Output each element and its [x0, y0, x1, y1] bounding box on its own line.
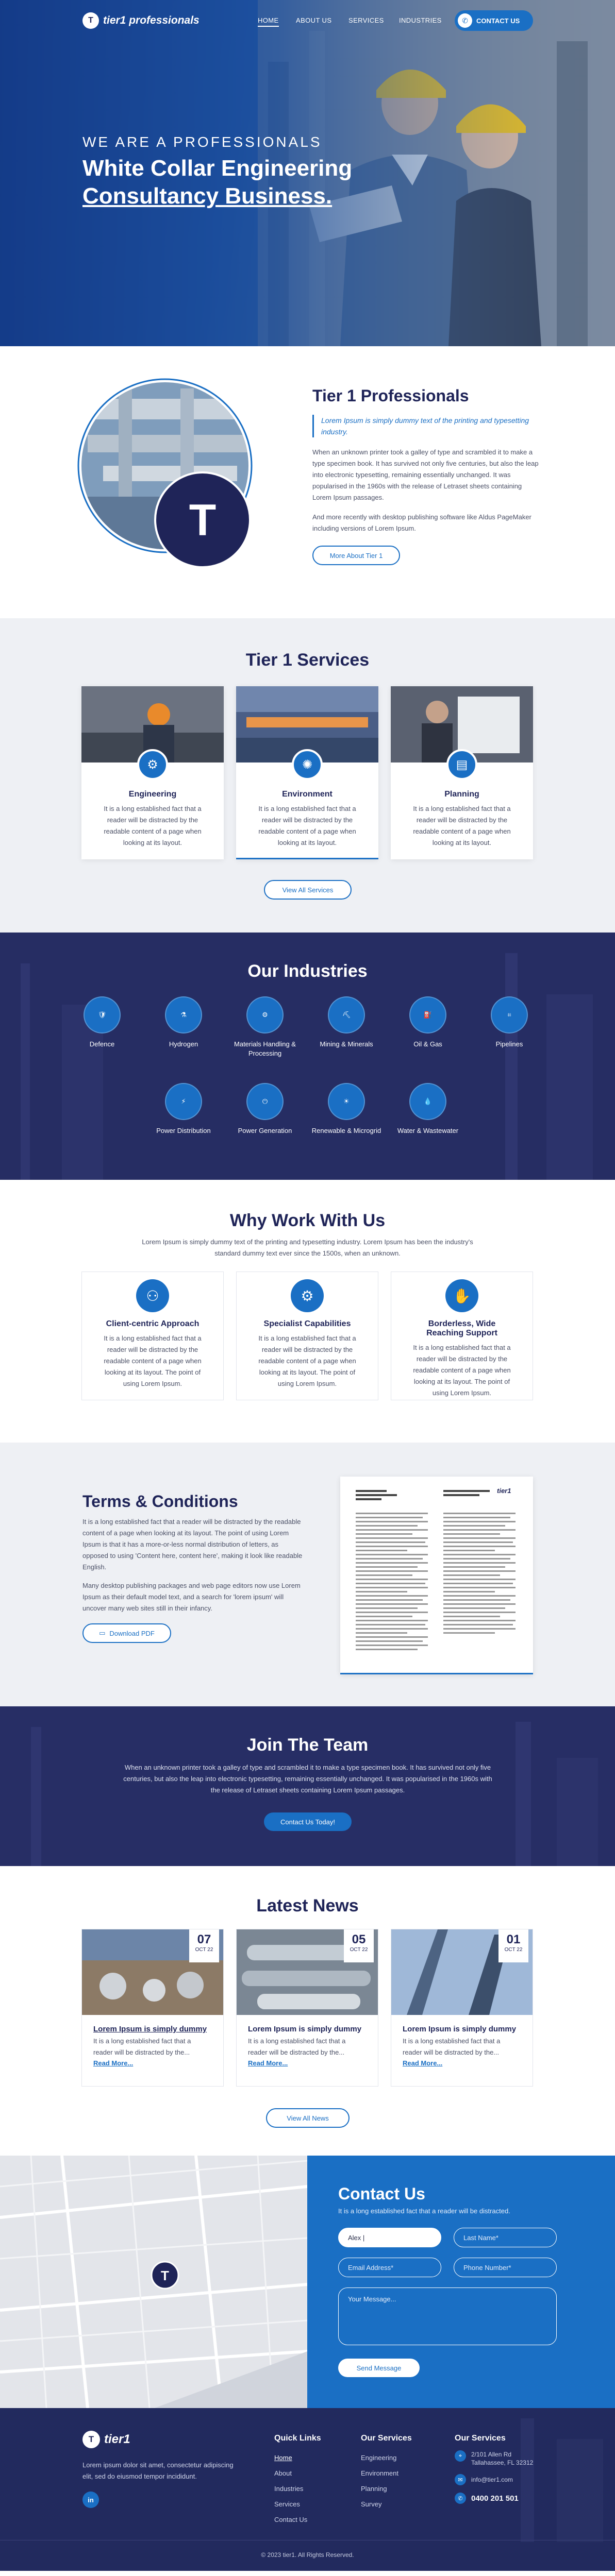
why-card-specialist: [236, 1272, 378, 1400]
industry-label: Hydrogen: [169, 1040, 198, 1048]
email-input[interactable]: Email Address*: [338, 2258, 441, 2277]
contact-us-label: CONTACT US: [476, 16, 520, 25]
quick-links-title: Quick Links: [274, 2434, 321, 2443]
news-card-text: It is a long established fact that a reader will be distracted by the...: [93, 2037, 191, 2056]
svg-text:T: T: [161, 2268, 169, 2283]
why-card-title: Borderless, Wide Reaching Support: [426, 1319, 497, 1337]
news-date: [344, 1929, 374, 1962]
nav-industries[interactable]: INDUSTRIES: [399, 16, 442, 24]
industry-water[interactable]: [387, 1083, 469, 1136]
cog-icon: ⚙: [291, 1279, 324, 1312]
industry-label: Mining & Minerals: [320, 1040, 373, 1048]
footer-logo-text: tier1: [104, 2432, 130, 2446]
footer-link-services[interactable]: Services: [274, 2500, 300, 2508]
email-icon: ✉: [455, 2474, 466, 2485]
footer-link-contact[interactable]: Contact Us: [274, 2516, 308, 2523]
industry-power-distribution[interactable]: [142, 1083, 225, 1136]
download-pdf-button[interactable]: [82, 1623, 171, 1643]
terms-section: [0, 1443, 615, 1706]
news-day: 07: [197, 1933, 211, 1946]
about-paragraph-2: And more recently with desktop publishing software like Aldus PageMaker including versions of Lorem Ipsum.: [312, 513, 531, 532]
hero-section: [0, 0, 615, 346]
industry-pipelines[interactable]: [468, 996, 551, 1049]
copyright: © 2023 tier1. All Rights Reserved.: [261, 2551, 354, 2558]
why-card-text: It is a long established fact that a reader will be distracted by the readable content of a page when looking at its layout. The point of using Lorem Ipsum.: [258, 1334, 356, 1387]
hero-title-line2: Consultancy Business.: [82, 183, 333, 209]
location-pin-icon: ⌖: [455, 2450, 466, 2462]
logo-mark-icon: T: [82, 12, 99, 29]
industry-power-generation[interactable]: [224, 1083, 306, 1136]
read-more-link[interactable]: Read More...: [248, 2059, 288, 2067]
linkedin-icon[interactable]: in: [82, 2492, 99, 2508]
industry-label: Power Generation: [238, 1127, 292, 1134]
clipboard-icon: ▤: [446, 749, 477, 780]
view-all-news-button[interactable]: View All News: [266, 2108, 350, 2128]
industry-label: Defence: [89, 1040, 115, 1048]
service-text: It is a long established fact that a reader will be distracted by the readable content of a page when looking at its layout.: [104, 805, 202, 846]
nav-services[interactable]: SERVICES: [348, 16, 384, 24]
about-paragraph-1: When an unknown printer took a galley of type and scrambled it to make a type specimen book. It has survived not only five centuries, but also the leap into electronic typesetting, remaining essentially unchanged. It was popularised in the 1960s with the release of Letraset sheets containing Lorem Ipsum passages.: [312, 448, 539, 501]
our-services-title: Our Services: [361, 2434, 412, 2443]
service-card-engineering[interactable]: [81, 686, 224, 859]
contact-form-panel: [307, 2156, 615, 2408]
contact-title: Contact Us: [338, 2184, 425, 2203]
power-tower-icon: ⚡: [165, 1083, 202, 1120]
power-plant-icon: ⏻: [246, 1083, 284, 1120]
about-quote: Lorem Ipsum is simply dummy text of the printing and typesetting industry.: [312, 415, 539, 437]
terms-document-preview: [340, 1477, 533, 1674]
news-day: 01: [506, 1933, 521, 1946]
nav-about[interactable]: ABOUT US: [296, 16, 332, 24]
client-icon: ⚇: [136, 1279, 169, 1312]
why-card-text: It is a long established fact that a reader will be distracted by the readable content of a page when looking at its layout. The point of using Lorem Ipsum.: [104, 1334, 202, 1387]
svg-text:T: T: [189, 496, 217, 545]
industries-title: Our Industries: [247, 961, 368, 981]
footer-phone[interactable]: 0400 201 501: [471, 2494, 519, 2503]
join-team-title: Join The Team: [246, 1735, 369, 1755]
news-card-title[interactable]: Lorem Ipsum is simply dummy: [248, 2025, 362, 2033]
about-image: [77, 378, 263, 574]
first-name-input[interactable]: Alex |: [338, 2228, 441, 2247]
footer-email[interactable]: info@tier1.com: [471, 2476, 513, 2483]
footer-link-about[interactable]: About: [274, 2469, 292, 2477]
terms-paragraph-1: It is a long established fact that a reader will be distracted by the readable content of a page when looking at its layout. The point of using Lorem Ipsum is that it has a more-or-less normal distribution of letters, as opposed to using 'Content here, content here', making it look like readable English.: [82, 1518, 303, 1571]
news-day: 05: [352, 1933, 366, 1946]
industry-hydrogen[interactable]: [142, 996, 225, 1049]
news-month: OCT 22: [195, 1947, 213, 1953]
service-name: Engineering: [128, 790, 177, 799]
footer-link-engineering[interactable]: Engineering: [361, 2454, 397, 2462]
footer-contact-info: [455, 2434, 558, 2504]
logo-mark-icon: T: [82, 2431, 100, 2448]
industry-materials[interactable]: [224, 996, 306, 1058]
service-text: It is a long established fact that a reader will be distracted by the readable content of a page when looking at its layout.: [258, 805, 356, 846]
location-map[interactable]: [0, 2156, 307, 2408]
why-card-client: [81, 1272, 224, 1400]
mining-icon: ⛏: [328, 996, 365, 1033]
quick-links: [274, 2434, 321, 2528]
contact-subtitle: It is a long established fact that a reader will be distracted.: [338, 2207, 510, 2215]
news-date: [189, 1929, 219, 1962]
news-section: [0, 1866, 615, 2156]
industry-label: Water & Wastewater: [397, 1127, 459, 1134]
industry-defence[interactable]: [61, 996, 143, 1049]
contact-section: [0, 2156, 615, 2408]
service-name: Planning: [444, 790, 479, 799]
about-text: [312, 386, 539, 565]
footer-address-line2: Tallahassee, FL 32312: [471, 2459, 534, 2466]
terms-text: [82, 1492, 304, 1643]
hydrogen-icon: ⚗: [165, 996, 202, 1033]
conveyor-icon: ⚙: [246, 996, 284, 1033]
industry-label: Materials Handling & Processing: [234, 1040, 296, 1057]
why-card-title: Client-centric Approach: [106, 1319, 200, 1328]
why-section: [0, 1180, 615, 1443]
footer: [0, 2408, 615, 2571]
oil-rig-icon: ⛽: [409, 996, 446, 1033]
document-lines: [340, 1477, 533, 1672]
terms-title: Terms & Conditions: [82, 1492, 238, 1511]
services-title: Tier 1 Services: [245, 650, 370, 670]
document-icon: ▭: [99, 1629, 106, 1637]
nav-home[interactable]: HOME: [258, 16, 279, 27]
globe-icon: ✺: [292, 749, 323, 780]
industry-label: Renewable & Microgrid: [311, 1127, 381, 1134]
industry-label: Power Distribution: [156, 1127, 211, 1134]
news-month: OCT 22: [504, 1947, 523, 1953]
logo-text: tier1 professionals: [103, 14, 200, 26]
last-name-input[interactable]: Last Name*: [454, 2228, 557, 2247]
hero-text: [82, 134, 352, 209]
contact-us-button[interactable]: [455, 10, 533, 31]
industry-label: Oil & Gas: [413, 1040, 442, 1048]
service-card-planning[interactable]: [391, 686, 533, 859]
footer-about: Lorem ipsum dolor sit amet, consectetur adipiscing elit, sed do eiusmod tempor incididunt.: [82, 2461, 234, 2480]
water-icon: 💧: [409, 1083, 446, 1120]
news-card-text: It is a long established fact that a reader will be distracted by the...: [403, 2037, 501, 2056]
about-title: Tier 1 Professionals: [312, 386, 469, 405]
join-team-section: [0, 1706, 615, 1866]
our-services-links: [361, 2434, 412, 2512]
footer-address-line1: 2/101 Allen Rd: [471, 2451, 512, 2458]
about-section: [0, 346, 615, 618]
terms-paragraph-2: Many desktop publishing packages and web page editors now use Lorem Ipsum as their default model text, and a search for 'lorem ipsum' will uncover many web sites still in their infancy.: [82, 1582, 301, 1612]
industry-label: Pipelines: [495, 1040, 523, 1048]
news-card-text: It is a long established fact that a reader will be distracted by the...: [248, 2037, 346, 2056]
phone-icon: ✆: [455, 2493, 466, 2504]
pipeline-icon: ⌗: [491, 996, 528, 1033]
phone-icon: ✆: [458, 13, 472, 28]
news-date: [498, 1929, 528, 1962]
news-card-title[interactable]: Lorem Ipsum is simply dummy: [93, 2025, 207, 2033]
footer-link-home[interactable]: Home: [274, 2454, 292, 2462]
services-section: [0, 618, 615, 933]
news-card-title[interactable]: Lorem Ipsum is simply dummy: [403, 2025, 517, 2033]
read-more-link[interactable]: Read More...: [93, 2059, 134, 2067]
news-card[interactable]: [81, 1929, 224, 2087]
why-card-title: Specialist Capabilities: [263, 1319, 351, 1328]
more-about-button[interactable]: More About Tier 1: [312, 546, 400, 565]
news-title: Latest News: [256, 1896, 359, 1916]
shield-icon: 🛡: [84, 996, 121, 1033]
industry-oil-gas[interactable]: [387, 996, 469, 1049]
why-card-support: [391, 1272, 533, 1400]
phone-input[interactable]: Phone Number*: [454, 2258, 557, 2277]
service-text: It is a long established fact that a reader will be distracted by the readable content of a page when looking at its layout.: [413, 805, 511, 846]
document-logo: tier1: [497, 1487, 511, 1495]
handshake-icon: ✋: [445, 1279, 478, 1312]
industry-renewable[interactable]: [305, 1083, 388, 1136]
why-subtitle: Lorem Ipsum is simply dummy text of the printing and typesetting industry. Lorem Ipsum has been the industry's standard dummy text ever since the 1500s, when an unknown.: [142, 1238, 473, 1257]
service-name: Environment: [282, 790, 333, 799]
hero-title-line1: White Collar Engineering: [82, 156, 353, 181]
solar-panel-icon: ☀: [328, 1083, 365, 1120]
join-team-text: When an unknown printer took a galley of type and scrambled it to make a type specimen book. It has survived not only five centuries, but also the leap into electronic typesetting, remaining essentially unchanged. It was popularised in the 1960s with the release of Letraset sheets containing Lorem Ipsum passages.: [123, 1764, 492, 1794]
footer-link-environment[interactable]: Environment: [361, 2469, 398, 2477]
contact-info-title: Our Services: [455, 2434, 506, 2443]
message-textarea[interactable]: Your Message...: [338, 2287, 557, 2345]
contact-us-today-button[interactable]: Contact Us Today!: [264, 1812, 352, 1831]
hero-pretitle: WE ARE A PROFESSIONALS: [82, 134, 322, 150]
industries-section: [0, 933, 615, 1180]
footer-link-survey[interactable]: Survey: [361, 2500, 382, 2508]
send-message-button[interactable]: Send Message: [338, 2359, 420, 2377]
news-month: OCT 22: [350, 1947, 368, 1953]
why-card-text: It is a long established fact that a reader will be distracted by the readable content of a page when looking at its layout. The point of using Lorem Ipsum.: [413, 1344, 511, 1397]
footer-link-planning[interactable]: Planning: [361, 2485, 387, 2493]
download-pdf-label: Download PDF: [109, 1629, 155, 1637]
news-card[interactable]: [236, 1929, 378, 2087]
gear-icon: ⚙: [137, 749, 168, 780]
service-card-environment[interactable]: [236, 686, 378, 859]
read-more-link[interactable]: Read More...: [403, 2059, 443, 2067]
site-logo[interactable]: [82, 12, 200, 29]
industry-mining[interactable]: [305, 996, 388, 1049]
footer-link-industries[interactable]: Industries: [274, 2485, 304, 2493]
view-all-services-button[interactable]: View All Services: [264, 880, 352, 900]
why-title: Why Work With Us: [229, 1211, 386, 1230]
footer-logo[interactable]: [82, 2431, 130, 2448]
news-card[interactable]: [391, 1929, 533, 2087]
